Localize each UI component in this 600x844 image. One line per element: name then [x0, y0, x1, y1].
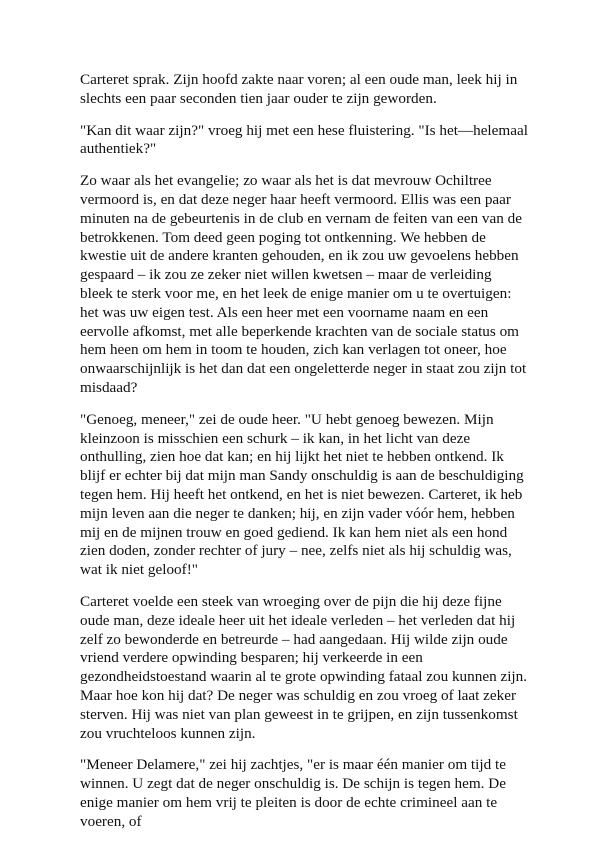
- paragraph: Zo waar als het evangelie; zo waar als het is dat mevrouw Ochiltree vermoord is, en dat deze neger haar heeft vermoord. Ellis was een paar minuten na de gebeurtenis in de club en vernam de feiten van een van de betrokkenen. Tom deed geen poging tot ontkenning. We hebben de kwestie uit de andere kranten gehouden, en ik zou uw gevoelens hebben gespaard – ik zou ze zeker niet willen kwetsen – maar de verleiding bleek te sterk voor me, en het leek de enige manier om u te overtuigen: het was uw eigen test. Als een heer met een voorname naam en een eervolle afkomst, met alle beperkende krachten van de sociale status om hem heen om hem in toom te houden, zich kan verlagen tot oneer, hoe onwaarschijnlijk is het dan dat een ongeletterde neger in staat zou zijn tot misdaad?: [80, 172, 527, 396]
- paragraph: Carteret sprak. Zijn hoofd zakte naar voren; al een oude man, leek hij in slechts een paar seconden tien jaar ouder te zijn geworden.: [80, 71, 518, 107]
- paragraph: Carteret voelde een steek van wroeging over de pijn die hij deze fijne oude man, deze ideale heer uit het ideale verleden – het verleden dat hij zelf zo bewonderde en betreurde – had aangedaan. Hij wilde zijn oude vriend verdere opwinding besparen; hij verkeerde in een gezondheidstoestand waarin al te grote opwinding fataal zou kunnen zijn. Maar hoe kon hij dat? De neger was schuldig en zou vroeg of laat zeker sterven. Hij was niet van plan geweest in te grijpen, en zijn tussenkomst zou vruchteloos kunnen zijn.: [80, 592, 528, 742]
- paragraph: "Meneer Delamere," zei hij zachtjes, "er is maar één manier om tijd te winnen. U zegt dat de neger onschuldig is. De schijn is tegen hem. De enige manier om hem vrij te pleiten is door de echte crimineel aan te voeren, of: [80, 756, 506, 830]
- paragraph: "Kan dit waar zijn?" vroeg hij met een hese fluistering. "Is het—helemaal authentiek?": [80, 121, 528, 158]
- paragraph: "Genoeg, meneer," zei de oude heer. "U hebt genoeg bewezen. Mijn kleinzoon is misschien een schurk – ik kan, in het licht van deze onthulling, zien hoe dat kan; en hij lijkt het niet te hebben ontkend. Ik blijf er echter bij dat mijn man Sandy onschuldig is aan de beschuldiging tegen hem. Hij heeft het ontkend, en het is niet bewezen. Carteret, ik heb mijn leven aan die neger te danken; hij, en zijn vader vóór hem, hebben mij en de mijnen trouw en goed gediend. Ik kan hem niet als een hond zien doden, zonder rechter of jury – nee, zelfs niet als hij schuldig was, wat ik niet geloof!": [80, 410, 524, 579]
- body-text: [80, 71, 528, 844]
